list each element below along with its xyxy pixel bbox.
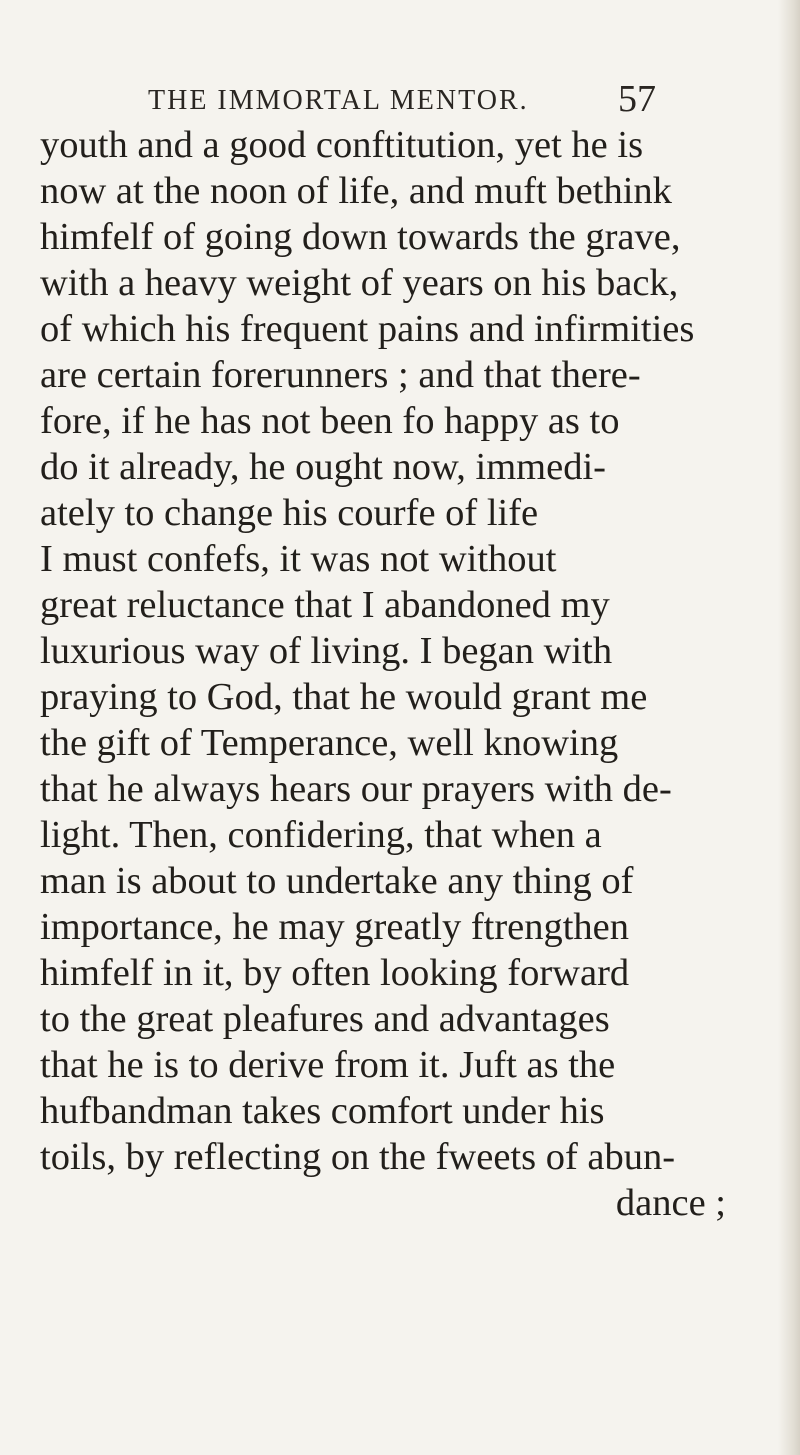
text-line: to the great pleafures and advantages	[40, 998, 610, 1040]
page-number: 57	[618, 78, 656, 120]
text-line: himfelf of going down towards the grave,	[40, 216, 681, 258]
text-line: fore, if he has not been fo happy as to	[40, 400, 620, 442]
text-line: man is about to undertake any thing of	[40, 860, 634, 902]
page-header	[140, 79, 660, 123]
text-line: light. Then, confidering, that when a	[40, 814, 602, 856]
text-line: do it already, he ought now, immedi-	[40, 446, 606, 488]
text-line: hufbandman takes comfort under his	[40, 1090, 605, 1132]
text-line: luxurious way of living. I began with	[40, 630, 613, 672]
text-line: the gift of Temperance, well knowing	[40, 722, 619, 764]
text-line: that he is to derive from it. Juft as the	[40, 1044, 616, 1086]
text-line: ately to change his courfe of life	[40, 492, 539, 534]
text-line: toils, by reflecting on the fweets of abun-	[40, 1136, 676, 1178]
page-edge-shadow	[778, 0, 800, 1455]
text-line: youth and a good conftitution, yet he is	[40, 124, 644, 166]
text-line: of which his frequent pains and infirmities	[40, 308, 695, 350]
text-line: with a heavy weight of years on his back,	[40, 262, 679, 304]
body-text	[40, 122, 740, 1226]
text-line-end: dance ;	[615, 1182, 726, 1224]
text-line: himfelf in it, by often looking forward	[40, 952, 630, 994]
text-line: are certain forerunners ; and that there-	[40, 354, 641, 396]
text-line: that he always hears our prayers with de-	[40, 768, 672, 810]
text-line: praying to God, that he would grant me	[40, 676, 648, 718]
text-line: great reluctance that I abandoned my	[40, 584, 610, 626]
paragraph-start-line: I must confefs, it was not without	[40, 538, 557, 580]
running-title: THE IMMORTAL MENTOR.	[148, 85, 529, 116]
text-line: importance, he may greatly ftrengthen	[40, 906, 630, 948]
text-line: now at the noon of life, and muft bethink	[40, 170, 672, 212]
